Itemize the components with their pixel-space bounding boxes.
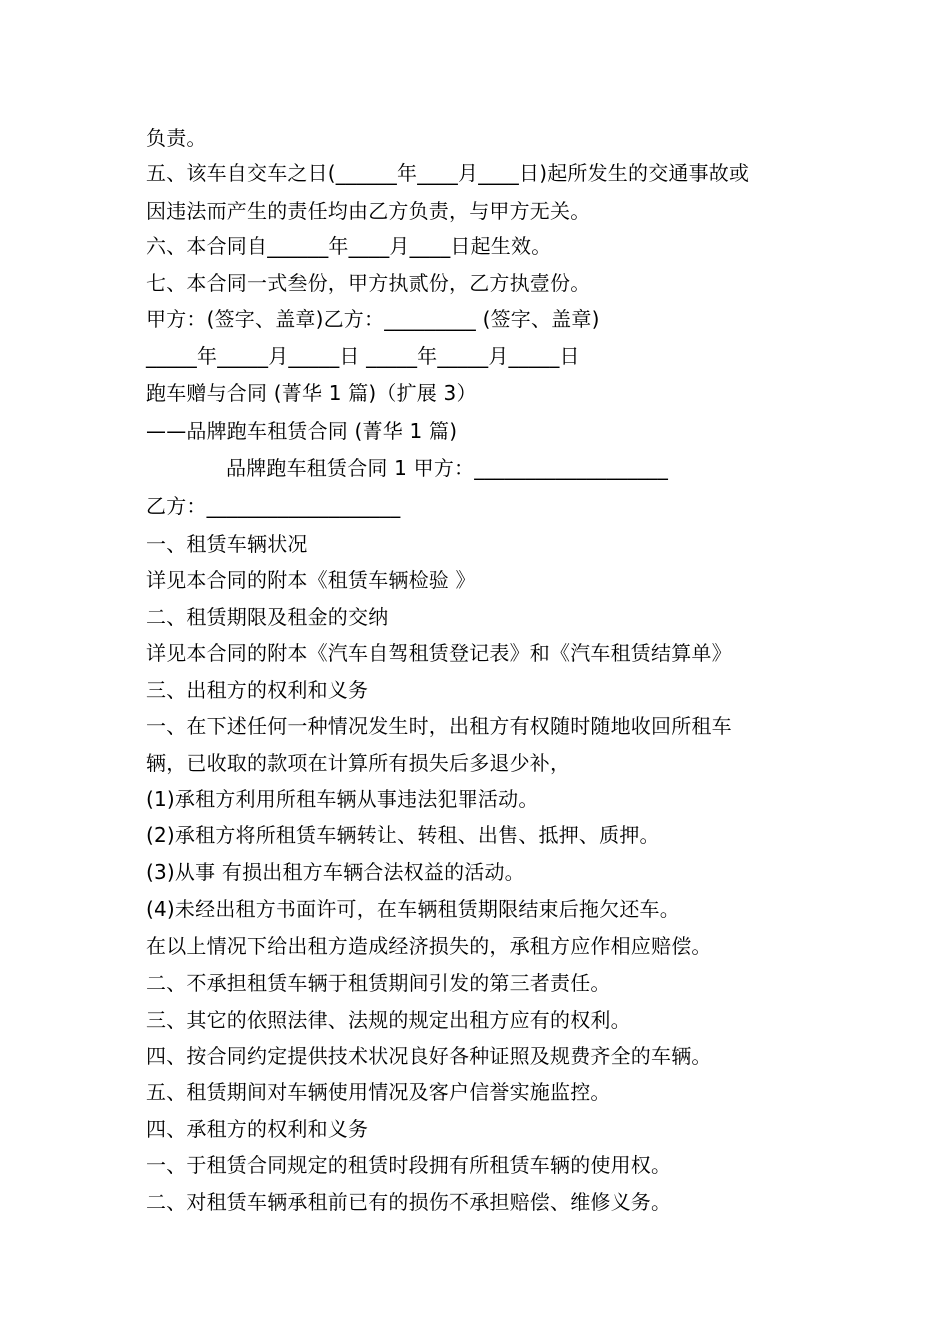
date-line: _____年_____月_____日 _____年_____月_____日 <box>146 344 580 368</box>
text-line: 辆，已收取的款项在计算所有损失后多退少补， <box>146 751 571 775</box>
list-item: (2)承租方将所租赁车辆转让、转租、出售、抵押、质押。 <box>146 823 660 847</box>
party-b-line: 乙方：___________________ <box>146 494 401 518</box>
text-line: 在以上情况下给出租方造成经济损失的，承租方应作相应赔偿。 <box>146 934 712 958</box>
clause-heading: 三、出租方的权利和义务 <box>146 678 369 702</box>
text-line: 详见本合同的附本《汽车自驾租赁登记表》和《汽车租赁结算单》 <box>146 641 732 665</box>
text-line: 七、本合同一式叁份，甲方执贰份，乙方执壹份。 <box>146 271 591 295</box>
contract-title-line: 品牌跑车租赁合同 1 甲方：___________________ <box>226 456 669 480</box>
text-line: 负责。 <box>146 126 207 150</box>
clause-heading: 一、租赁车辆状况 <box>146 532 308 556</box>
text-line: 三、其它的依照法律、法规的规定出租方应有的权利。 <box>146 1008 631 1032</box>
clause-heading: 四、承租方的权利和义务 <box>146 1117 369 1141</box>
text-line: 五、租赁期间对车辆使用情况及客户信誉实施监控。 <box>146 1080 611 1104</box>
text-line: 详见本合同的附本《租赁车辆检验 》 <box>146 568 476 592</box>
text-line: 二、对租赁车辆承租前已有的损伤不承担赔偿、维修义务。 <box>146 1190 672 1214</box>
section-subheading: ——品牌跑车租赁合同 (菁华 1 篇) <box>146 419 458 443</box>
text-line: 六、本合同自______年____月____日起生效。 <box>146 234 552 258</box>
list-item: (4)未经出租方书面许可，在车辆租赁期限结束后拖欠还车。 <box>146 897 680 921</box>
text-line: 一、于租赁合同规定的租赁时段拥有所租赁车辆的使用权。 <box>146 1153 672 1177</box>
clause-heading: 二、租赁期限及租金的交纳 <box>146 605 389 629</box>
text-line: 一、在下述任何一种情况发生时，出租方有权随时随地收回所租车 <box>146 714 732 738</box>
text-line: 五、该车自交车之日(______年____月____日)起所发生的交通事故或 <box>146 161 750 185</box>
list-item: (1)承租方利用所租车辆从事违法犯罪活动。 <box>146 787 539 811</box>
list-item: (3)从事 有损出租方车辆合法权益的活动。 <box>146 860 525 884</box>
signature-line: 甲方：(签字、盖章)乙方：_________ (签字、盖章) <box>146 307 600 331</box>
section-heading: 跑车赠与合同 (菁华 1 篇)（扩展 3） <box>146 381 477 405</box>
text-line: 因违法而产生的责任均由乙方负责，与甲方无关。 <box>146 199 591 223</box>
text-line: 二、不承担租赁车辆于租赁期间引发的第三者责任。 <box>146 971 611 995</box>
text-line: 四、按合同约定提供技术状况良好各种证照及规费齐全的车辆。 <box>146 1044 712 1068</box>
